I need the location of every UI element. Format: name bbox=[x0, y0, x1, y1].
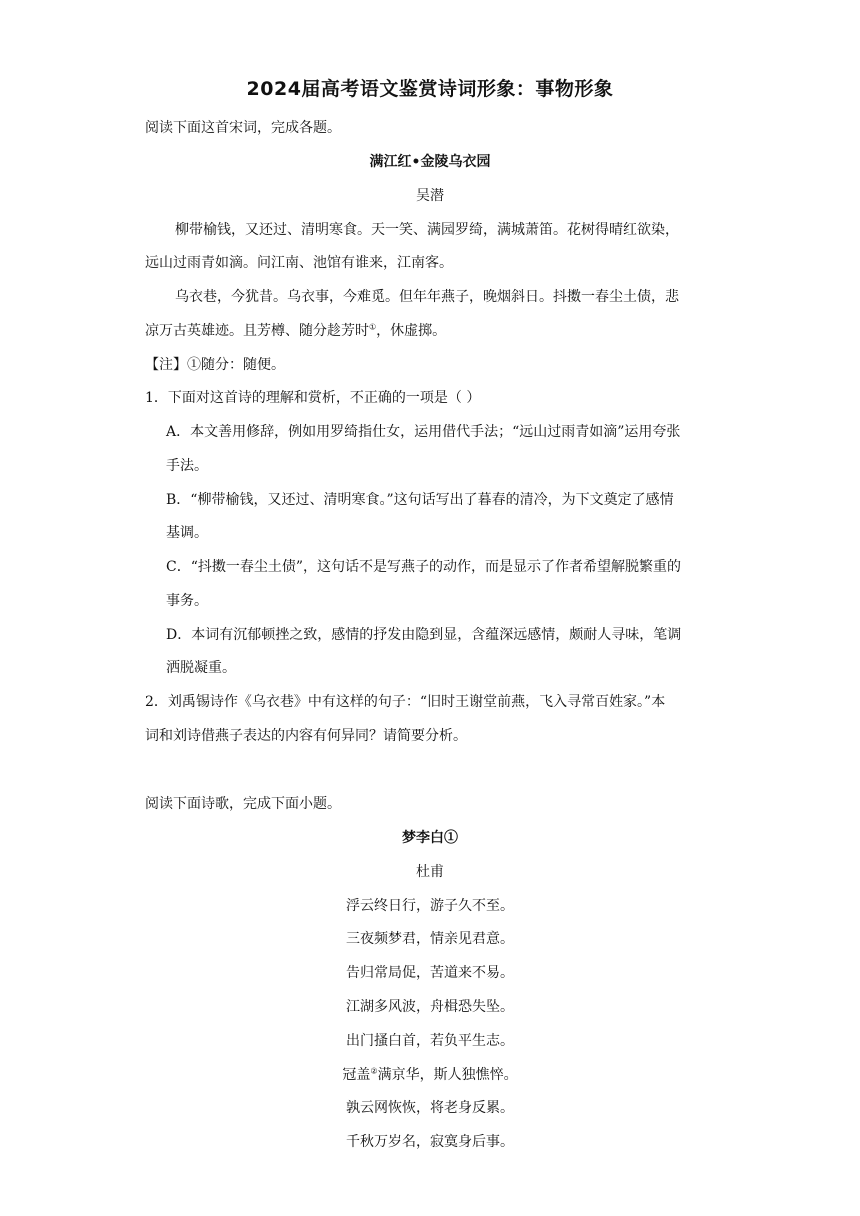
question1-option-a-line2: 手法。 bbox=[166, 458, 208, 474]
poem2-line-1: 浮云终日行，游子久不至。 bbox=[346, 898, 514, 914]
section2-instruction: 阅读下面诗歌，完成下面小题。 bbox=[145, 796, 341, 812]
question1-option-a-line1: A．本文善用修辞，例如用罗绮指仕女，运用借代手法；“远山过雨青如滴”运用夸张 bbox=[166, 424, 681, 440]
question1-option-b-line1: B．“柳带榆钱，又还过、清明寒食。”这句话写出了暮春的清冷，为下文奠定了感情 bbox=[166, 492, 674, 508]
poem2-author: 杜甫 bbox=[416, 864, 444, 880]
page-title: 2024届高考语文鉴赏诗词形象：事物形象 bbox=[246, 78, 614, 100]
poem1-stanza2-line2-text-a: 凉万古英雄迹。且芳樽、随分趁芳时 bbox=[145, 323, 369, 339]
poem1-stanza2-line2 bbox=[145, 321, 446, 341]
poem2-line-2: 三夜频梦君，情亲见君意。 bbox=[346, 931, 514, 947]
question1-option-d-line2: 洒脱凝重。 bbox=[166, 660, 236, 676]
section1-instruction: 阅读下面这首宋词，完成各题。 bbox=[145, 120, 341, 136]
poem1-stanza2-line1: 乌衣巷，今犹昔。乌衣事，今难觅。但年年燕子，晚烟斜日。抖擞一春尘土债，悲 bbox=[175, 289, 679, 305]
poem2-line-6-text-a: 冠盖 bbox=[342, 1067, 371, 1083]
footnote-marker-2: ② bbox=[370, 1066, 378, 1076]
question1-option-d-line1: D．本词有沉郁顿挫之致，感情的抒发由隐到显，含蕴深远感情，颇耐人寻味，笔调 bbox=[166, 627, 682, 643]
poem2-line-3: 告归常局促，苦道来不易。 bbox=[346, 965, 514, 981]
poem2-title: 梦李白① bbox=[402, 830, 458, 846]
poem1-stanza1-line2: 远山过雨青如滴。问江南、池馆有谁来，江南客。 bbox=[145, 255, 453, 271]
poem1-stanza1-line1: 柳带榆钱，又还过、清明寒食。天一笑、满园罗绮，满城萧笛。花树得晴红欲染， bbox=[175, 222, 679, 238]
poem2-line-6 bbox=[0, 1065, 860, 1085]
question1-option-c-line1: C．“抖擞一春尘土债”，这句话不是写燕子的动作，而是显示了作者希望解脱繁重的 bbox=[166, 559, 682, 575]
poem1-author: 吴潜 bbox=[416, 188, 444, 204]
poem2-line-5: 出门搔白首，若负平生志。 bbox=[346, 1033, 514, 1049]
question2-line2: 词和刘诗借燕子表达的内容有何异同？请简要分析。 bbox=[145, 728, 467, 744]
question1-option-b-line2: 基调。 bbox=[166, 525, 208, 541]
question2-line1: 2．刘禹锡诗作《乌衣巷》中有这样的句子：“旧时王谢堂前燕，飞入寻常百姓家。”本 bbox=[145, 694, 666, 710]
poem2-line-8: 千秋万岁名，寂寞身后事。 bbox=[346, 1134, 514, 1150]
footnote-marker-1: ① bbox=[369, 322, 377, 332]
question1-stem: 1．下面对这首诗的理解和赏析，不正确的一项是（ ） bbox=[145, 390, 481, 406]
poem2-line-7: 孰云网恢恢，将老身反累。 bbox=[346, 1100, 514, 1116]
poem1-note: 【注】①随分：随便。 bbox=[145, 357, 285, 373]
poem1-title: 满江红•金陵乌衣园 bbox=[369, 154, 491, 170]
poem2-line-4: 江湖多风波，舟楫恐失坠。 bbox=[346, 999, 514, 1015]
poem1-stanza2-line2-text-b: ，休虚掷。 bbox=[376, 323, 447, 339]
poem2-line-6-text-b: 满京华，斯人独憔悴。 bbox=[377, 1067, 518, 1083]
question1-option-c-line2: 事务。 bbox=[166, 593, 208, 609]
